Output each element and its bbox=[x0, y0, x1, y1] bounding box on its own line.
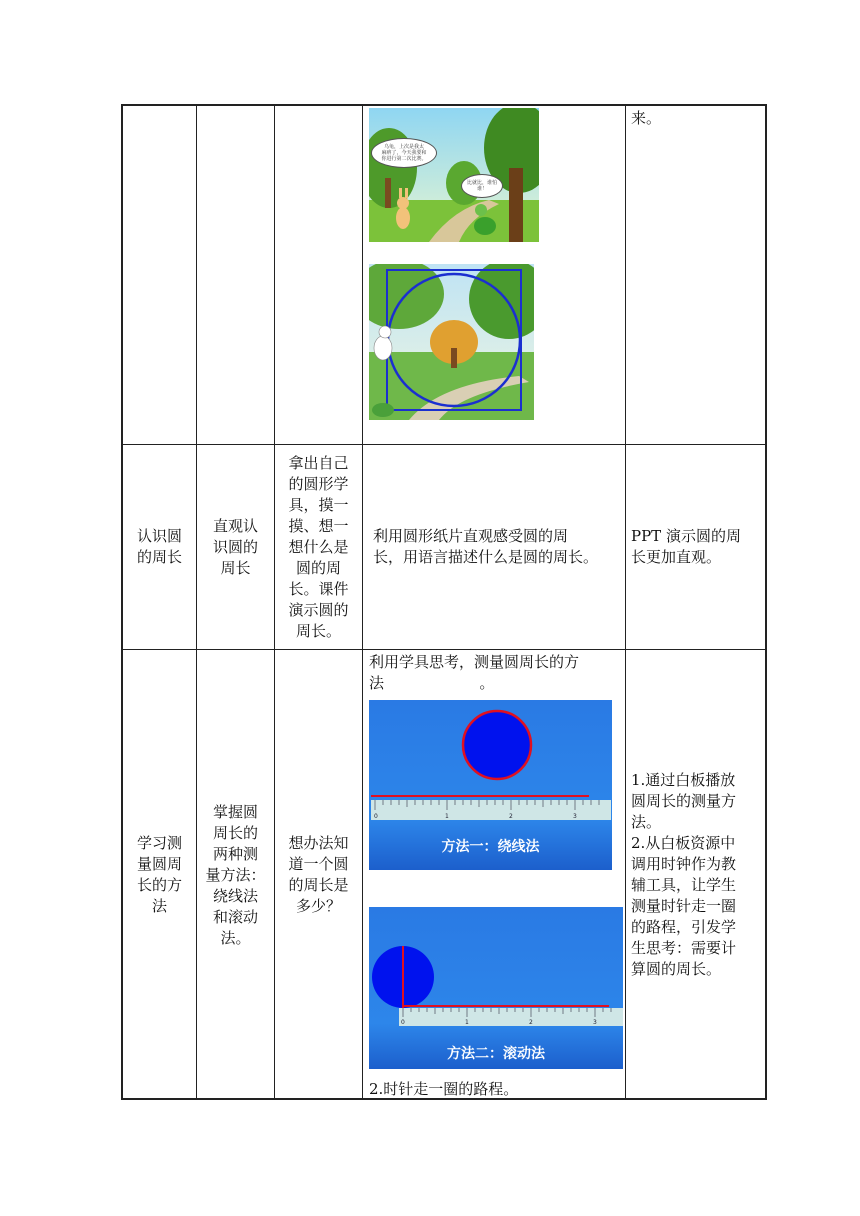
row3-note: 1.通过白板播放 圆周长的测量方 法。 2.从白板资源中 调用时钟作为教 辅工具，让学生 测量时针走一圈 的路程，引发学 生思考：需要计 算圆的周长。 bbox=[631, 771, 737, 978]
race-course-illustration bbox=[369, 264, 534, 420]
ruler-label-2: 2 bbox=[529, 1019, 533, 1026]
row3-goal: 掌握圆 周长的 两种测 量方法： 绕线法 和滚动 法。 bbox=[205, 802, 266, 947]
row3-student-activity-clock: 2.时针走一圈的路程。 bbox=[369, 1080, 519, 1098]
rolling-method-caption: 方法二：滚动法 bbox=[447, 1046, 545, 1062]
row2-goal: 直观认 识圆的 周长 bbox=[212, 516, 258, 577]
row3-student-activity-intro: 利用学具思考，测量圆周长的方 法 。 bbox=[369, 653, 580, 692]
lesson-plan-table bbox=[121, 104, 767, 1100]
row2-student-activity: 利用圆形纸片直观感受圆的周 长，用语言描述什么是圆的周长。 bbox=[373, 527, 599, 566]
winding-method-slide bbox=[369, 700, 612, 870]
ruler-label-3: 3 bbox=[593, 1019, 597, 1026]
row1-note: 来。 bbox=[631, 109, 662, 127]
winding-method-caption: 方法一：绕线法 bbox=[441, 839, 540, 855]
row2-topic: 认识圆 的周长 bbox=[136, 527, 182, 566]
rabbit-speech-bubble: 乌龟，上次是我太 麻痹了，今天我要和 你进行第二次比赛。 bbox=[371, 138, 437, 168]
rolling-method-slide bbox=[369, 907, 623, 1069]
story-illustration-forest bbox=[369, 108, 539, 242]
ruler-label-2: 2 bbox=[509, 813, 513, 820]
ruler-label-3: 3 bbox=[573, 813, 577, 820]
row2-note: PPT 演示圆的周 长更加直观。 bbox=[631, 527, 741, 566]
turtle-speech-bubble: 比就比，谁怕 谁！ bbox=[461, 174, 503, 198]
ruler-label-1: 1 bbox=[445, 813, 449, 820]
row3-topic: 学习测 量圆周 长的方 法 bbox=[136, 834, 182, 915]
ruler-label-1: 1 bbox=[465, 1019, 469, 1026]
row3-teacher-activity: 想办法知 道一个圆 的周长是 多少？ bbox=[288, 834, 349, 915]
ruler-label-0: 0 bbox=[374, 813, 378, 820]
row2-teacher-activity: 拿出自己 的圆形学 具，摸一 摸、想一 想什么是 圆的周 长。课件 演示圆的 周长。 bbox=[288, 453, 349, 640]
ruler-label-0: 0 bbox=[401, 1019, 405, 1026]
